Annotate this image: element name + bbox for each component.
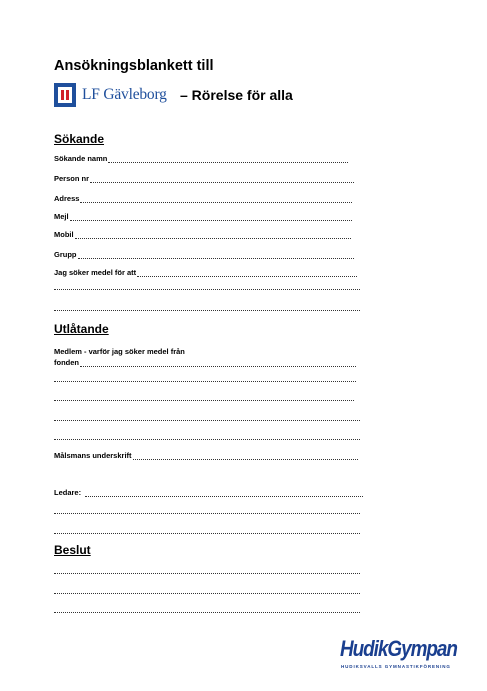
answer-line[interactable] <box>54 533 360 534</box>
answer-line[interactable] <box>54 593 360 594</box>
answer-line[interactable] <box>54 420 360 421</box>
field-sokande-namn[interactable]: Sökande namn <box>54 154 348 163</box>
answer-line[interactable] <box>54 439 360 440</box>
lf-gavleborg-logo-text: LF Gävleborg <box>82 86 167 103</box>
field-mejl[interactable]: Mejl <box>54 212 352 221</box>
field-fonden[interactable]: fonden <box>54 358 356 367</box>
field-malsmans-underskrift[interactable]: Målsmans underskrift <box>54 451 358 460</box>
hudikgympan-tagline: HUDIKSVALLS GYMNASTIKFÖRENING <box>341 664 451 669</box>
section-heading-utlatande: Utlåtande <box>54 322 109 336</box>
field-grupp[interactable]: Grupp <box>54 250 354 259</box>
section-heading-beslut: Beslut <box>54 543 91 557</box>
answer-line[interactable] <box>54 513 360 514</box>
field-jag-soker-medel[interactable]: Jag söker medel för att <box>54 268 357 277</box>
form-title: Ansökningsblankett till <box>54 58 214 74</box>
form-subtitle: – Rörelse för alla <box>180 87 293 103</box>
field-mobil[interactable]: Mobil <box>54 230 351 239</box>
hudikgympan-logo-text: HudikGympan <box>340 636 457 661</box>
answer-line[interactable] <box>54 381 356 382</box>
field-adress[interactable]: Adress <box>54 194 352 203</box>
lf-gavleborg-logo-icon <box>54 83 76 107</box>
section-heading-sokande: Sökande <box>54 132 105 146</box>
answer-line[interactable] <box>54 573 360 574</box>
answer-line[interactable] <box>54 400 354 401</box>
answer-line[interactable] <box>54 612 360 613</box>
field-ledare[interactable]: Ledare: <box>54 488 363 497</box>
answer-line[interactable] <box>54 289 360 290</box>
hudikgympan-logo <box>340 636 470 676</box>
field-person-nr[interactable]: Person nr <box>54 174 354 183</box>
answer-line[interactable] <box>54 310 360 311</box>
question-line-1: Medlem - varför jag söker medel från <box>54 347 185 356</box>
